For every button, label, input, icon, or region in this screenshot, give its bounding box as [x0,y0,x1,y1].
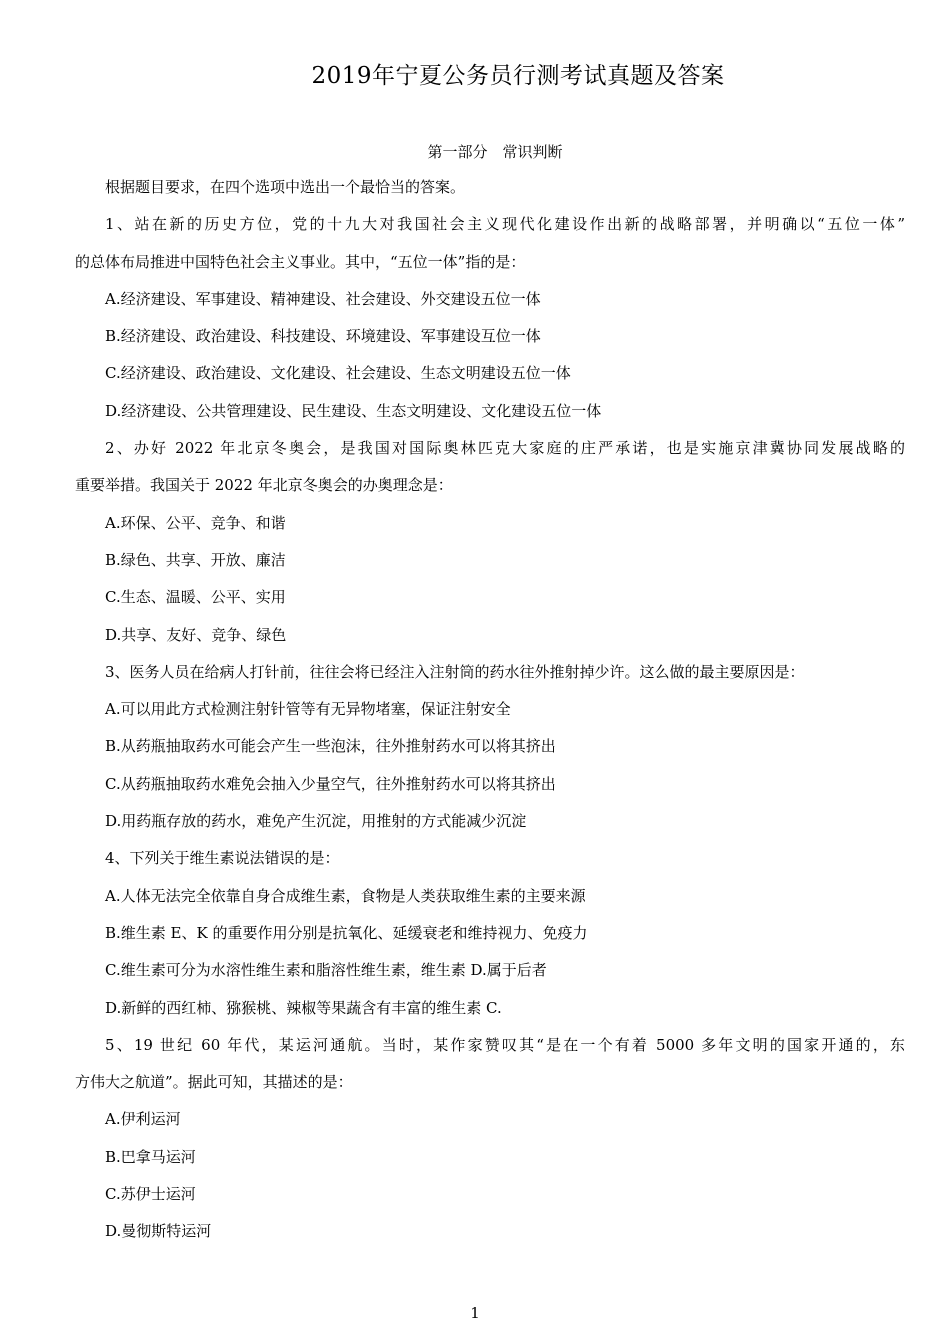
question-5-stem-line-1: 5、19 世纪 60 年代，某运河通航。当时，某作家赞叹其“是在一个有着 5000 多年文明的国家开通的，东 [105,1035,905,1054]
question-2-stem-line-1: 2、办好 2022 年北京冬奥会，是我国对国际奥林匹克大家庭的庄严承诺，也是实施京津冀协同发展战略的 [105,439,905,458]
question-1-option-c: C.经济建设、政治建设、文化建设、社会建设、生态文明建设五位一体 [105,364,571,383]
instructions: 根据题目要求，在四个选项中选出一个最恰当的答案。 [105,178,466,196]
section-heading: 第一部分 常识判断 [427,143,563,161]
question-2-stem-line-2: 重要举措。我国关于 2022 年北京冬奥会的办奥理念是： [75,476,453,495]
question-5-option-b: B.巴拿马运河 [105,1147,196,1166]
question-1-stem-line-2: 的总体布局推进中国特色社会主义事业。其中，“五位一体”指的是： [75,252,526,271]
question-3-option-b: B.从药瓶抽取药水可能会产生一些泡沫，往外推射药水可以将其挤出 [105,737,556,756]
question-1-stem-line-1: 1、站在新的历史方位，党的十九大对我国社会主义现代化建设作出新的战略部署，并明确以“五位一体” [105,215,905,234]
question-3-option-a: A.可以用此方式检测注射针管等有无异物堵塞，保证注射安全 [105,700,511,719]
question-5-option-c: C.苏伊士运河 [105,1185,196,1204]
question-5-option-d: D.曼彻斯特运河 [105,1222,212,1241]
question-4-stem: 4、下列关于维生素说法错误的是： [105,849,340,868]
question-4-option-d: D.新鲜的西红柿、猕猴桃、辣椒等果蔬含有丰富的维生素 C. [105,998,502,1017]
question-3-option-c: C.从药瓶抽取药水难免会抽入少量空气，往外推射药水可以将其挤出 [105,774,556,793]
question-5-option-a: A.伊利运河 [105,1110,181,1129]
question-4-option-c: C.维生素可分为水溶性维生素和脂溶性维生素，维生素 D.属于后者 [105,961,547,980]
question-4-option-a: A.人体无法完全依靠自身合成维生素，食物是人类获取维生素的主要来源 [105,886,586,905]
question-3-stem: 3、医务人员在给病人打针前，往往会将已经注入注射筒的药水往外推射掉少许。这么做的最主要原因是： [105,662,805,681]
document-title: 2019年宁夏公务员行测考试真题及答案 [311,63,725,89]
question-2-option-a: A.环保、公平、竞争、和谐 [105,513,286,532]
question-1-option-d: D.经济建设、公共管理建设、民生建设、生态文明建设、文化建设五位一体 [105,401,602,420]
page-number: 1 [470,1304,480,1322]
question-1-option-b: B.经济建设、政治建设、科技建设、环境建设、军事建设互位一体 [105,327,541,346]
question-3-option-d: D.用药瓶存放的药水，难免产生沉淀，用推射的方式能减少沉淀 [105,812,527,831]
question-2-option-d: D.共享、友好、竞争、绿色 [105,625,287,644]
question-2-option-b: B.绿色、共享、开放、廉洁 [105,550,286,569]
question-4-option-b: B.维生素 E、K 的重要作用分别是抗氧化、延缓衰老和维持视力、免疫力 [105,923,588,942]
question-1-option-a: A.经济建设、军事建设、精神建设、社会建设、外交建设五位一体 [105,289,541,308]
question-5-stem-line-2: 方伟大之航道”。据此可知，其描述的是： [75,1073,353,1092]
question-2-option-c: C.生态、温暖、公平、实用 [105,588,286,607]
question-list [75,175,905,1257]
